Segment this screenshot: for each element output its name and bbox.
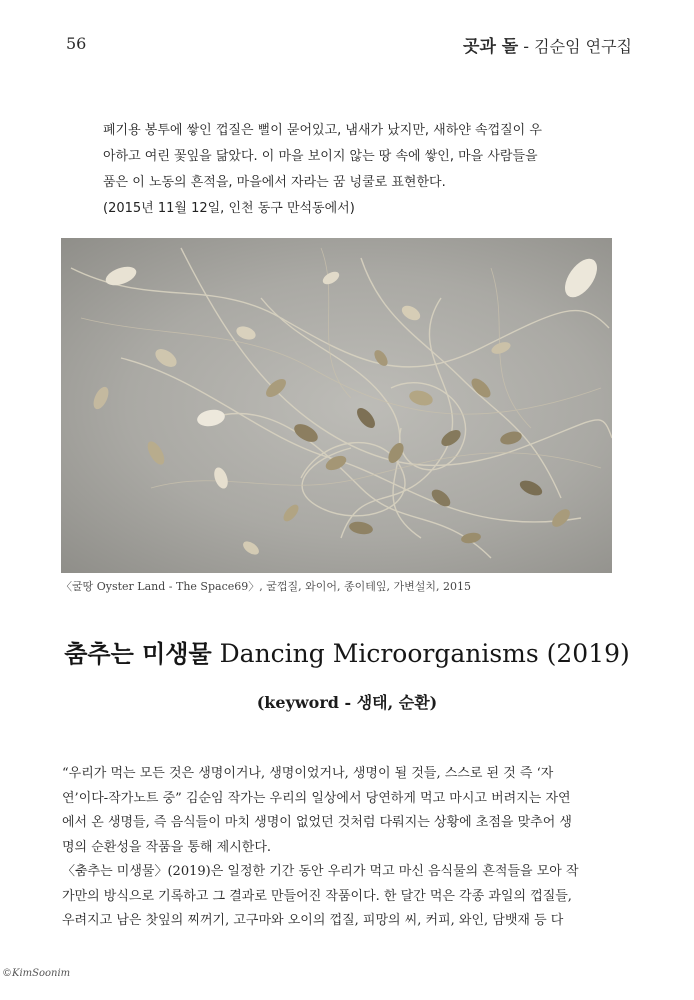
- artwork-photo: [61, 238, 612, 573]
- running-header: [463, 32, 632, 57]
- book-subtitle: - 김순임 연구집: [518, 37, 632, 56]
- body-line: 가만의 방식으로 기록하고 그 결과로 만들어진 작품이다. 한 달간 먹은 각종 과일의 껍질들,: [62, 888, 572, 904]
- section-title-korean: 춤추는 미생물: [64, 639, 212, 668]
- page-number: 56: [66, 34, 87, 53]
- quote-date-line: (2015년 11월 12일, 인천 동구 만석동에서): [103, 201, 355, 216]
- book-title: 곳과 돌: [463, 37, 519, 57]
- body-line: 명의 순환성을 작품을 통해 제시한다.: [62, 839, 272, 855]
- body-line: 〈춤추는 미생물〉(2019)은 일정한 기간 동안 우리가 먹고 마신 음식물의 흔적들을 모아 작: [62, 864, 579, 879]
- quote-line: 품은 이 노동의 흔적을, 마을에서 자라는 꿈 넝쿨로 표현한다.: [103, 175, 446, 190]
- artist-quote: [103, 118, 603, 222]
- quote-line: 폐기용 봉투에 쌓인 껍질은 뻘이 묻어있고, 냄새가 났지만, 새하얀 속껍질이 우: [103, 123, 542, 138]
- body-line: 연’이다-작가노트 중” 김순임 작가는 우리의 일상에서 당연하게 먹고 마시고 버려지는 자연: [62, 790, 571, 806]
- body-text: [62, 762, 612, 934]
- quote-line: 아하고 여린 꽃잎을 닮았다. 이 마을 보이지 않는 땅 속에 쌓인, 마을 사람들을: [103, 149, 538, 164]
- photo-caption: 〈굴땅 Oyster Land - The Space69〉, 굴껍질, 와이어, 종이테잎, 가변설치, 2015: [61, 580, 471, 593]
- section-title: [0, 634, 694, 669]
- body-line: “우리가 먹는 모든 것은 생명이거나, 생명이었거나, 생명이 될 것들, 스스로 된 것 즉 ‘자: [62, 766, 554, 781]
- oyster-installation-illustration: [61, 238, 612, 573]
- section-title-english: Dancing Microorganisms (2019): [211, 639, 630, 668]
- body-line: 우려지고 남은 찻잎의 찌꺼기, 고구마와 오이의 껍질, 피망의 씨, 커피, 와인, 담뱃재 등 다: [62, 913, 564, 928]
- watermark: ©KimSoonim: [2, 968, 71, 979]
- section-keyword: (keyword - 생태, 순환): [256, 693, 438, 712]
- body-line: 에서 온 생명들, 즉 음식들이 마치 생명이 없었던 것처럼 다뤄지는 상황에 초점을 맞추어 생: [62, 815, 572, 830]
